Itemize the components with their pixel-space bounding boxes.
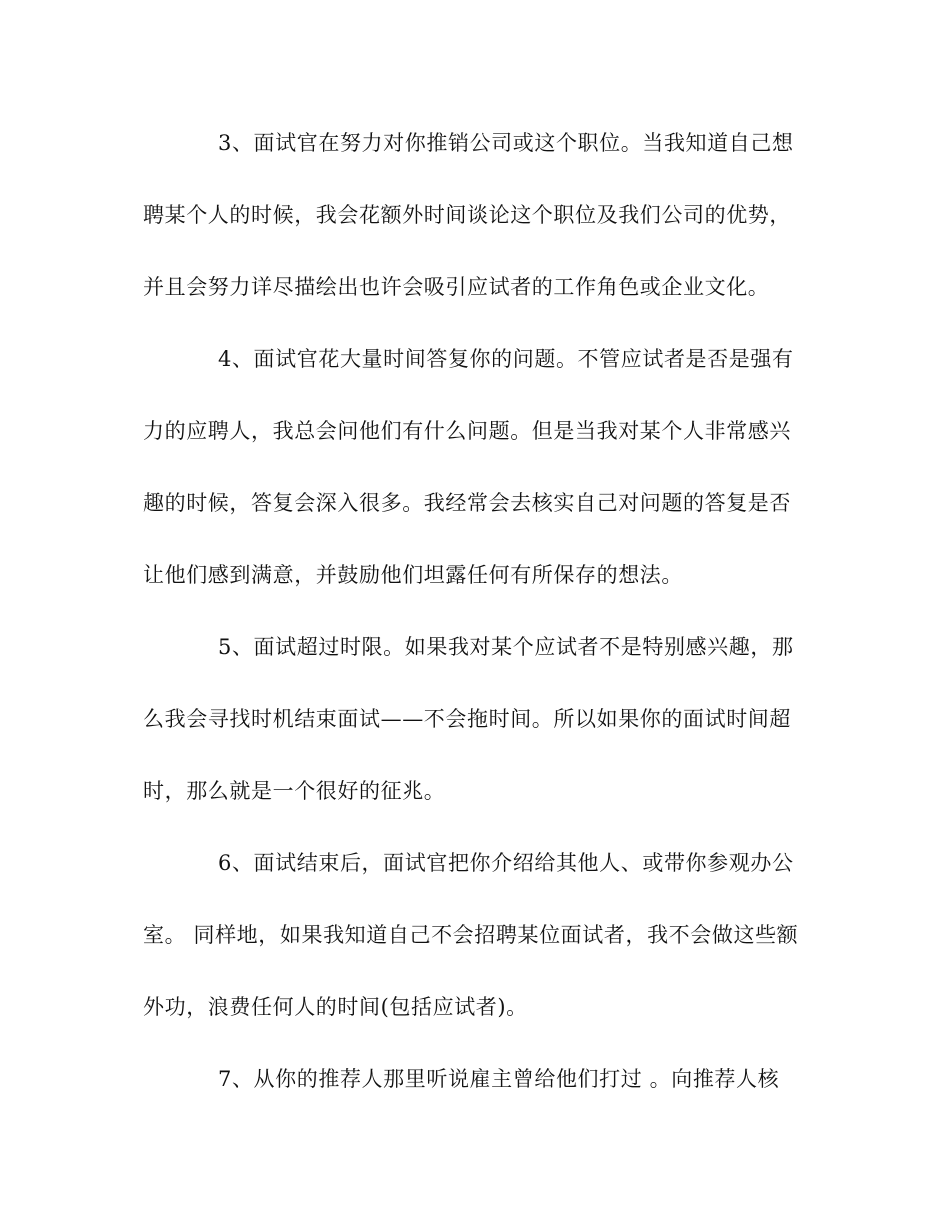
paragraph-6-line-2: 室。 同样地，如果我知道自己不会招聘某位面试者，我不会做这些额 [143,923,799,947]
paragraph-4-line-1: 4、面试官花大量时间答复你的问题。不管应试者是否是强有 [218,347,794,371]
paragraph-4-line-2: 力的应聘人，我总会问他们有什么问题。但是当我对某个人非常感兴 [143,419,791,443]
paragraph-5-line-3: 时，那么就是一个很好的征兆。 [143,779,446,803]
paragraph-4-line-3: 趣的时候，答复会深入很多。我经常会去核实自己对问题的答复是否 [143,491,791,515]
paragraph-5-line-2: 么我会寻找时机结束面试——不会拖时间。所以如果你的面试时间超 [143,707,791,731]
paragraph-5-line-1: 5、面试超过时限。如果我对某个应试者不是特别感兴趣，那 [218,635,794,659]
paragraph-3-line-1: 3、面试官在努力对你推销公司或这个职位。当我知道自己想 [218,131,794,155]
paragraph-3-line-3: 并且会努力详尽描绘出也许会吸引应试者的工作角色或企业文化。 [143,275,770,299]
paragraph-6-line-1: 6、面试结束后，面试官把你介绍给其他人、或带你参观办公 [218,851,794,875]
paragraph-4-line-4: 让他们感到满意，并鼓励他们坦露任何有所保存的想法。 [143,563,683,587]
paragraph-3-line-2: 聘某个人的时候，我会花额外时间谈论这个职位及我们公司的优势， [143,203,791,227]
paragraph-7-line-1: 7、从你的推荐人那里听说雇主曾给他们打过 。向推荐人核 [218,1067,780,1091]
paragraph-6-line-3: 外功，浪费任何人的时间(包括应试者)。 [143,995,528,1019]
